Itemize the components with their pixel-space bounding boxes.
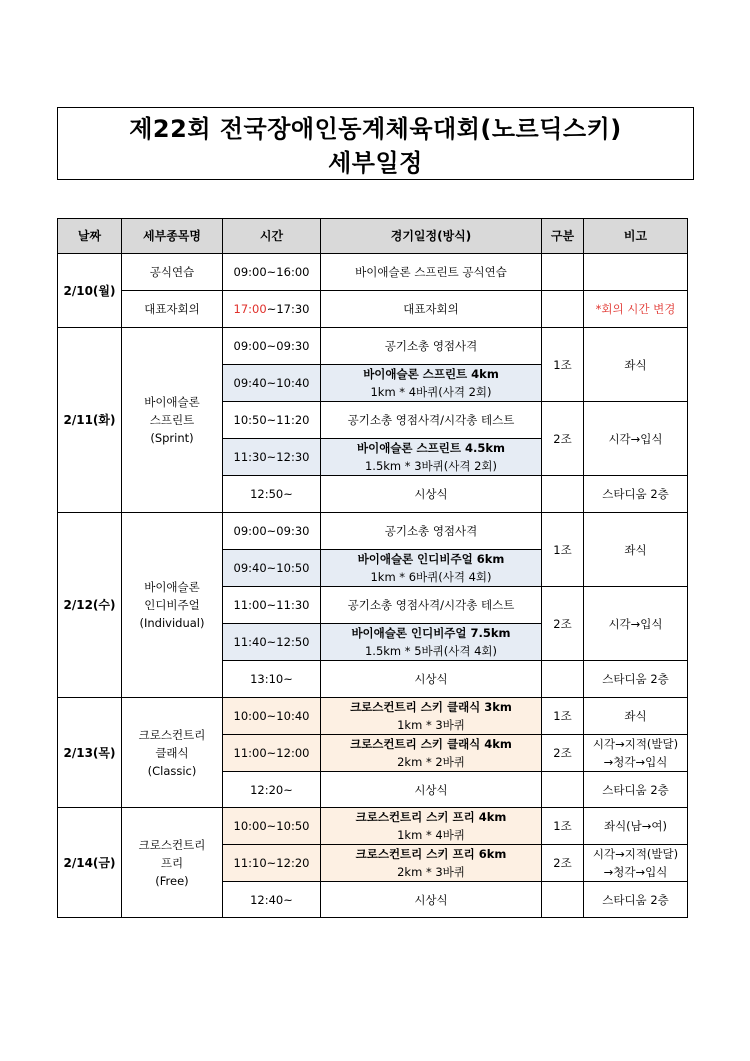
table-row bbox=[58, 254, 688, 291]
time-cell: 11:30~12:30 bbox=[223, 439, 321, 476]
schedule-cell: 대표자회의 bbox=[321, 291, 542, 328]
event-name-line: 크로스컨트리 bbox=[138, 837, 206, 852]
note-cell bbox=[584, 845, 688, 882]
time-cell: 09:40~10:50 bbox=[223, 550, 321, 587]
race-title: 크로스컨트리 스키 클래식 3km bbox=[350, 700, 512, 714]
time-start-changed: 17:00 bbox=[233, 302, 267, 316]
schedule-cell: 시상식 bbox=[321, 661, 542, 698]
document-subtitle: 세부일정 bbox=[328, 149, 423, 177]
table-row bbox=[58, 291, 688, 328]
date-cell: 2/13(목) bbox=[58, 698, 122, 808]
time-cell: 09:00~16:00 bbox=[223, 254, 321, 291]
header-date: 날짜 bbox=[58, 219, 122, 254]
race-title: 바이애슬론 스프린트 4km bbox=[363, 367, 499, 381]
time-cell: 11:00~11:30 bbox=[223, 587, 321, 624]
date-cell: 2/11(화) bbox=[58, 328, 122, 513]
schedule-cell bbox=[321, 698, 542, 735]
note-cell: 좌식 bbox=[584, 698, 688, 735]
event-name-line: 바이애슬론 bbox=[144, 580, 200, 594]
group-cell bbox=[542, 882, 584, 918]
race-title: 크로스컨트리 스키 프리 4km bbox=[355, 810, 507, 824]
note-line: →청각→입식 bbox=[603, 865, 668, 879]
event-cell bbox=[122, 328, 223, 513]
table-row bbox=[58, 513, 688, 550]
schedule-cell bbox=[321, 550, 542, 587]
time-cell: 09:40~10:40 bbox=[223, 365, 321, 402]
event-name-english: (Classic) bbox=[147, 763, 197, 778]
schedule-cell: 공기소총 영점사격/시각총 테스트 bbox=[321, 587, 542, 624]
schedule-cell bbox=[321, 735, 542, 772]
race-detail: 1km * 4바퀴 bbox=[397, 828, 465, 842]
document-title-box bbox=[57, 107, 694, 180]
group-cell: 2조 bbox=[542, 587, 584, 661]
time-cell: 10:50~11:20 bbox=[223, 402, 321, 439]
table-row bbox=[58, 808, 688, 845]
event-name-line: 인디비주얼 bbox=[144, 598, 200, 612]
note-cell: 좌식(남→여) bbox=[584, 808, 688, 845]
note-line: →청각→입식 bbox=[603, 755, 668, 769]
time-cell: 11:40~12:50 bbox=[223, 624, 321, 661]
note-line: 시각→지적(발달) bbox=[592, 847, 679, 861]
time-cell: 12:40~ bbox=[223, 882, 321, 918]
date-cell: 2/12(수) bbox=[58, 513, 122, 698]
date-cell: 2/14(금) bbox=[58, 808, 122, 918]
schedule-cell: 시상식 bbox=[321, 476, 542, 513]
race-detail: 1km * 4바퀴(사격 2회) bbox=[370, 385, 492, 399]
time-cell: 11:10~12:20 bbox=[223, 845, 321, 882]
race-detail: 2km * 3바퀴 bbox=[397, 865, 465, 879]
schedule-cell: 시상식 bbox=[321, 772, 542, 808]
schedule-cell bbox=[321, 365, 542, 402]
group-cell: 2조 bbox=[542, 402, 584, 476]
race-title: 바이애슬론 인디비주얼 6km bbox=[357, 552, 505, 566]
event-cell: 공식연습 bbox=[122, 254, 223, 291]
note-cell: 스타디움 2층 bbox=[584, 476, 688, 513]
race-title: 바이애슬론 스프린트 4.5km bbox=[357, 441, 505, 455]
note-cell: 스타디움 2층 bbox=[584, 882, 688, 918]
time-cell: 10:00~10:40 bbox=[223, 698, 321, 735]
event-name-line: 프리 bbox=[160, 855, 184, 870]
note-cell bbox=[584, 735, 688, 772]
event-name-line: 클래식 bbox=[155, 745, 189, 760]
event-cell: 대표자회의 bbox=[122, 291, 223, 328]
event-cell bbox=[122, 698, 223, 808]
schedule-cell: 바이애슬론 스프린트 공식연습 bbox=[321, 254, 542, 291]
note-cell: 좌식 bbox=[584, 328, 688, 402]
group-cell bbox=[542, 254, 584, 291]
schedule-cell: 공기소총 영점사격 bbox=[321, 513, 542, 550]
table-row bbox=[58, 328, 688, 365]
note-line: 시각→지적(발달) bbox=[592, 737, 679, 751]
event-cell bbox=[122, 808, 223, 918]
race-detail: 1.5km * 3바퀴(사격 2회) bbox=[364, 459, 498, 473]
race-title: 크로스컨트리 스키 클래식 4km bbox=[350, 737, 512, 751]
header-schedule: 경기일정(방식) bbox=[321, 219, 542, 254]
time-cell: 12:20~ bbox=[223, 772, 321, 808]
race-title: 바이애슬론 인디비주얼 7.5km bbox=[351, 626, 511, 640]
race-detail: 1.5km * 5바퀴(사격 4회) bbox=[364, 644, 498, 658]
event-cell bbox=[122, 513, 223, 698]
date-cell: 2/10(월) bbox=[58, 254, 122, 328]
time-cell bbox=[223, 291, 321, 328]
schedule-cell bbox=[321, 439, 542, 476]
race-detail: 2km * 2바퀴 bbox=[397, 755, 465, 769]
schedule-cell: 시상식 bbox=[321, 882, 542, 918]
header-note: 비고 bbox=[584, 219, 688, 254]
time-cell: 11:00~12:00 bbox=[223, 735, 321, 772]
event-name-line: 크로스컨트리 bbox=[138, 727, 206, 742]
group-cell bbox=[542, 291, 584, 328]
race-detail: 1km * 6바퀴(사격 4회) bbox=[370, 570, 492, 584]
event-name-line: 스프린트 bbox=[149, 413, 195, 427]
schedule-table bbox=[57, 218, 688, 918]
note-cell: 스타디움 2층 bbox=[584, 772, 688, 808]
header-event: 세부종목명 bbox=[122, 219, 223, 254]
note-cell: 좌식 bbox=[584, 513, 688, 587]
time-end: ~17:30 bbox=[266, 302, 310, 316]
group-cell: 2조 bbox=[542, 845, 584, 882]
schedule-cell bbox=[321, 808, 542, 845]
group-cell: 1조 bbox=[542, 698, 584, 735]
group-cell: 2조 bbox=[542, 735, 584, 772]
group-cell bbox=[542, 476, 584, 513]
group-cell bbox=[542, 772, 584, 808]
note-cell bbox=[584, 254, 688, 291]
note-cell: 스타디움 2층 bbox=[584, 661, 688, 698]
header-group: 구분 bbox=[542, 219, 584, 254]
note-cell: *회의 시간 변경 bbox=[584, 291, 688, 328]
group-cell: 1조 bbox=[542, 328, 584, 402]
race-detail: 1km * 3바퀴 bbox=[397, 718, 465, 732]
note-cell: 시각→입식 bbox=[584, 402, 688, 476]
schedule-cell bbox=[321, 845, 542, 882]
note-cell: 시각→입식 bbox=[584, 587, 688, 661]
schedule-cell: 공기소총 영점사격 bbox=[321, 328, 542, 365]
header-time: 시간 bbox=[223, 219, 321, 254]
schedule-cell: 공기소총 영점사격/시각총 테스트 bbox=[321, 402, 542, 439]
time-cell: 10:00~10:50 bbox=[223, 808, 321, 845]
event-name-english: (Individual) bbox=[139, 616, 205, 630]
time-cell: 09:00~09:30 bbox=[223, 328, 321, 365]
group-cell: 1조 bbox=[542, 513, 584, 587]
event-name-english: (Free) bbox=[155, 873, 189, 888]
table-row bbox=[58, 698, 688, 735]
group-cell: 1조 bbox=[542, 808, 584, 845]
schedule-cell bbox=[321, 624, 542, 661]
group-cell bbox=[542, 661, 584, 698]
race-title: 크로스컨트리 스키 프리 6km bbox=[355, 847, 507, 861]
table-header-row bbox=[58, 219, 688, 254]
time-cell: 12:50~ bbox=[223, 476, 321, 513]
event-name-english: (Sprint) bbox=[150, 431, 194, 445]
time-cell: 09:00~09:30 bbox=[223, 513, 321, 550]
document-title: 제22회 전국장애인동계체육대회(노르딕스키) bbox=[129, 115, 622, 143]
event-name-line: 바이애슬론 bbox=[144, 395, 200, 409]
time-cell: 13:10~ bbox=[223, 661, 321, 698]
